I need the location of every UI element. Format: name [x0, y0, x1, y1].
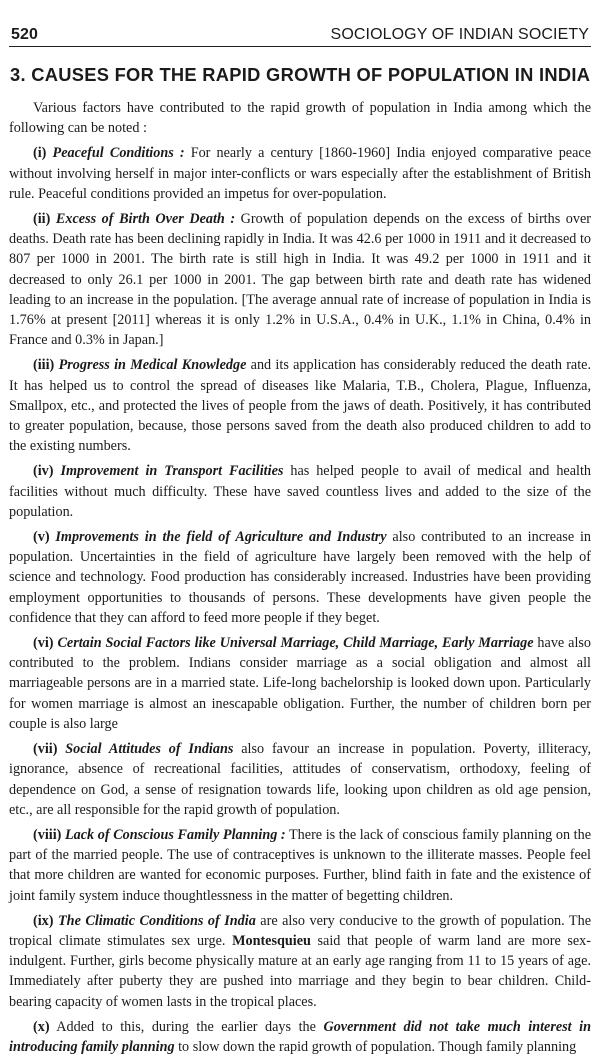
cause-title: The Climatic Conditions of India [58, 912, 256, 929]
running-title: SOCIOLOGY OF INDIAN SOCIETY [330, 26, 589, 43]
cause-title: Excess of Birth Over Death : [55, 211, 236, 228]
cause-label: (x) [33, 1018, 50, 1035]
cause-text: also contributed to an increase in population. Uncertainties in the field of agriculture have largely been removed with the help of science and technology. Food production has considerably increased. Industries have been providing employment opportunities to thousands of persons. These developments have given people the confidence that they can afford to feed more people if they beget. [9, 529, 592, 626]
cause-text: also favour an increase in population. Poverty, illiteracy, ignorance, absence of recreational facilities, attitudes of conservatism, orthodoxy, feeling of dependence on God, a sense of resignation towards life, looking upon children as old age pension, etc., are all responsible for the rapid growth of population. [9, 741, 592, 818]
cause-paragraph-8 [9, 825, 591, 906]
author-name: Montesquieu [232, 932, 311, 949]
intro-paragraph [9, 98, 591, 138]
cause-title: Progress in Medical Knowledge [58, 357, 247, 374]
cause-title: Certain Social Factors like Universal Marriage, Child Marriage, Early Marriage [57, 635, 534, 652]
cause-text: have also contributed to the problem. Indians consider marriage as a social obligation and almost all marriageable persons are in a married state. Life-long bachelorship is looked down upon. Particularly for women marriage is almost an inescapable obligation. Further, the number of children born per couple is also large [9, 635, 592, 732]
cause-title: Improvements in the field of Agriculture and Industry [55, 529, 387, 546]
cause-label: (vi) [33, 635, 54, 652]
cause-title: Peaceful Conditions : [52, 145, 185, 162]
cause-paragraph-4 [9, 461, 591, 522]
cause-title: Social Attitudes of Indians [65, 741, 234, 758]
cause-paragraph-9 [9, 911, 591, 1012]
cause-text: For nearly a century [1860-1960] India enjoyed comparative peace without involving herself in major inter-conflicts or wars especially after the establishment of British rule. Peaceful conditions provided an impetus for over-population. [9, 145, 591, 202]
cause-text: has helped people to avail of medical and health facilities without much difficulty. These have saved countless lives and added to the size of the population. [9, 463, 592, 520]
cause-emphasis: Government did not take much interest in introducing family planning [9, 1018, 591, 1055]
cause-text: There is the lack of conscious family planning on the part of the married people. The use of contraceptives is unknown to the illiterate masses. People feel that more children are wanted for economic purposes. Further, blind faith in fate and the existence of joint family system induce thoughtlessness in the matter of begetting children. [9, 826, 592, 904]
cause-text-post: to slow down the rapid growth of population. Though family planning [174, 1038, 577, 1055]
cause-label: (ix) [33, 912, 54, 929]
cause-paragraph-3 [9, 355, 591, 456]
cause-label: (v) [33, 529, 50, 546]
cause-paragraph-6 [9, 633, 591, 734]
cause-paragraph-1 [9, 143, 591, 204]
section-title: 3. CAUSES FOR THE RAPID GROWTH OF POPULATION IN INDIA [10, 64, 591, 85]
cause-text: and its application has considerably reduced the death rate. It has helped us to control the spread of diseases like Malaria, T.B., Cholera, Plague, Influenza, Smallpox, etc., and protected the lives of people from the jaws of death. Positively, it has contributed to greater population, because, those persons saved from the death also produced children to add to the existing numbers. [9, 357, 591, 455]
cause-text-post: said that people of warm land are more sex-indulgent. Further, girls become physically mature at an early age ranging from 11 to 15 years of age. Immediately after puberty they are pushed into marriage and they begin to bear children. Child-bearing capacity of women lasts in the tropical places. [9, 932, 591, 1010]
cause-paragraph-10 [9, 1017, 591, 1057]
cause-label: (iv) [33, 463, 54, 480]
cause-text: Growth of population depends on the excess of births over deaths. Death rate has been declining rapidly in India. It was 42.6 per 1000 in 1911 and it decreased to 807 per 1000 in 2001. The birth rate is still high in India. It was 49.2 per 1000 in 1911 and it decreased to only 26.1 per 1000 in 2001. The gap between birth rate and death rate has widened leading to an increase in the population. [The average annual rate of increase of population in India is 1.76% at present [2011] whereas it is only 1.2% in U.S.A., 0.4% in U.K., 1.1% in China, 0.4% in France and 0.3% in Japan.] [9, 211, 592, 349]
cause-text-pre: Added to this, during the earlier days the [49, 1018, 324, 1035]
cause-label: (i) [33, 145, 47, 162]
book-page [9, 20, 591, 1062]
cause-label: (vii) [33, 741, 58, 758]
cause-paragraph-5 [9, 527, 591, 628]
cause-label: (iii) [33, 357, 55, 374]
page-number: 520 [11, 26, 38, 43]
cause-title: Improvement in Transport Facilities [60, 463, 284, 480]
cause-paragraph-7 [9, 739, 591, 820]
cause-text-pre: are also very conducive to the growth of population. The tropical climate stimulates sex urge. [9, 912, 591, 949]
running-header [9, 20, 591, 47]
intro-text: Various factors have contributed to the rapid growth of population in India among which the following can be noted : [9, 100, 591, 137]
cause-label: (ii) [33, 211, 51, 228]
cause-label: (viii) [33, 826, 62, 843]
cause-paragraph-2 [9, 209, 591, 350]
cause-title: Lack of Conscious Family Planning : [65, 826, 286, 843]
